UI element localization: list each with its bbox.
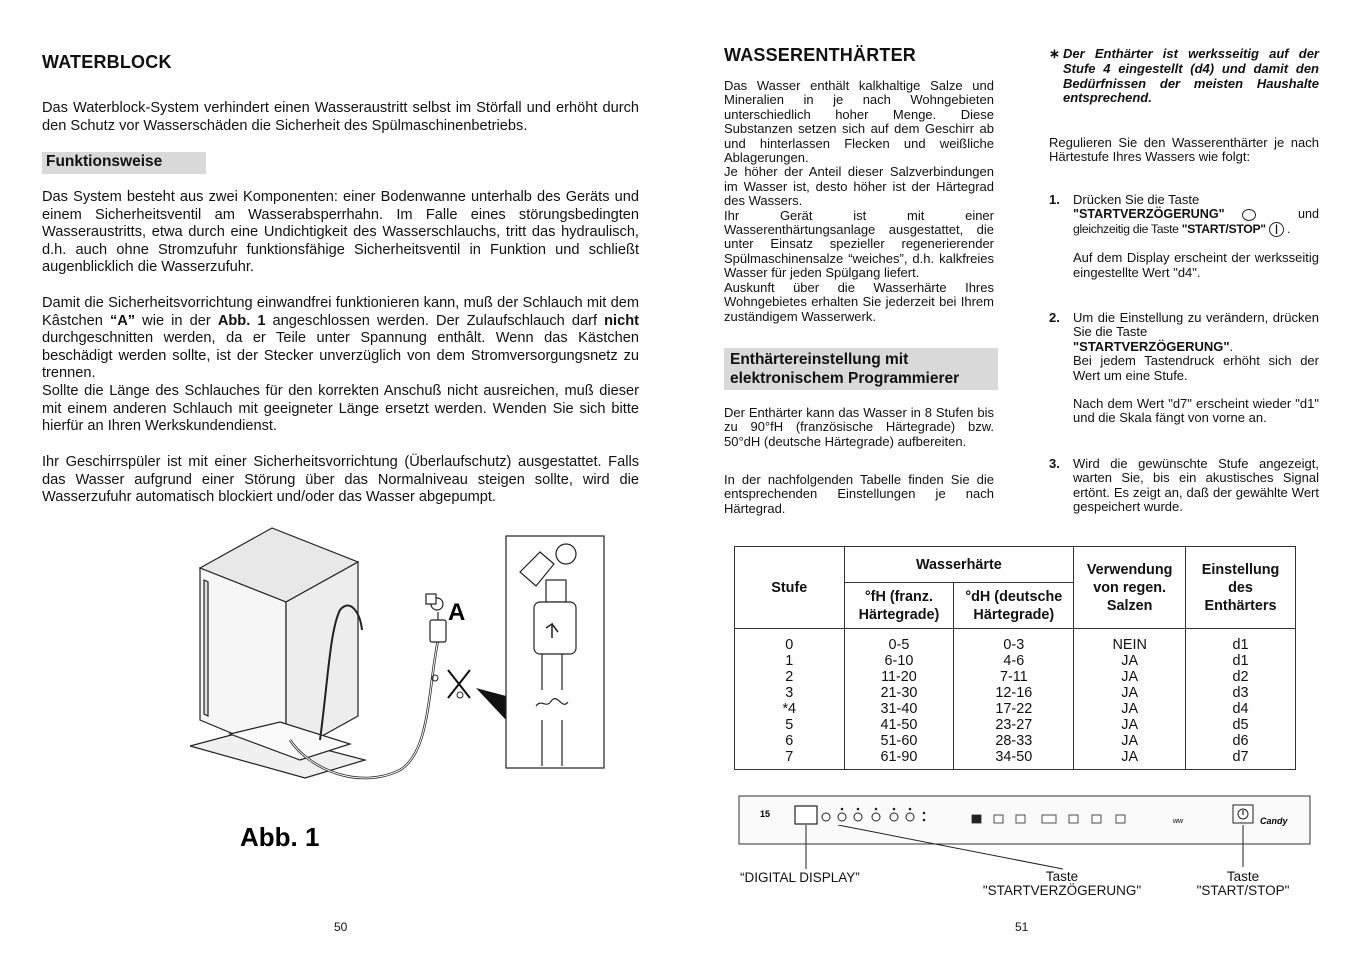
step-1-text-d: gleichzeitig die Taste [1073, 221, 1179, 236]
col-salz [1074, 629, 1186, 770]
waterblock-para1: Das System besteht aus zwei Komponenten: einer Bodenwanne unterhalb des Geräts und einem Sicherheitsventil am Wasserabsperrhahn. Im Falle eines störungsbedingten Wasseraustritts, etwa durch eine Undichtigkeit des Wasserschlauchs, tritt das hydraulisch, d.h. auch ohne Stromzufuhr funktionsfähige Sicherheitsventil in Funktion und schließt augenblicklich die Wasserzufuhr. [42, 189, 639, 276]
einst-value: d3 [1232, 685, 1249, 701]
einst-value: d1 [1232, 637, 1249, 653]
salz-value: JA [1121, 717, 1139, 733]
header-wasserhaerte: Wasserhärte [844, 547, 1074, 583]
salz-value: JA [1121, 669, 1139, 685]
wasserenthaerter-title: WASSERENTHÄRTER [724, 45, 917, 65]
fh-value: 21-30 [880, 685, 918, 701]
page-number-left: 50 [334, 920, 348, 934]
wasserenthaerter-intro [724, 79, 994, 324]
header-einstellung: Einstellung des Enthärters [1186, 547, 1296, 629]
delay-icon [1242, 209, 1256, 221]
stufe-value: 5 [785, 717, 794, 733]
para2-nicht: nicht [604, 312, 640, 329]
stufe-value: 7 [785, 749, 794, 765]
subheading-line2: elektronischem Programmierer [730, 370, 960, 387]
step-2-number: 2. [1049, 310, 1060, 325]
einst-value: d2 [1232, 669, 1249, 685]
enthaerter-para2: Je höher der Anteil dieser Salzverbindungen im Wasser ist, desto höher ist der Härtegrad des Wassers. [724, 164, 994, 209]
fh-value: 31-40 [880, 701, 918, 717]
page-number-right: 51 [1015, 920, 1029, 934]
para2-ref-abb: Abb. 1 [217, 312, 266, 329]
enthaerter-para3: Ihr Gerät ist mit einer Wasserenthärtungsanlage ausgestattet, die unter Einsatz spezieller regenerierender Spülmaschinensalze “weiches”, d.h. kalkfreies Wasser für jeden Spülgang liefert. [724, 207, 994, 281]
stufe-value: 1 [785, 653, 794, 669]
callout-lines [738, 825, 1312, 875]
note-text: Der Enthärter ist werksseitig auf der Stufe 4 eingestellt (d4) und damit den Bedürfnissen der meisten Haushalte entsprechend. [1063, 46, 1319, 106]
funktionsweise-heading: Funktionsweise [42, 152, 206, 174]
step-2-startverzoegerung: "STARTVERZÖGERUNG" [1073, 338, 1230, 354]
salz-value: JA [1121, 701, 1139, 717]
water-hardness-table [734, 546, 1296, 770]
step-2: 2. Um die Einstellung zu verändern, drücken Sie die Taste "STARTVERZÖGERUNG". Bei jedem Tastendruck erhöht sich der Wert um eine Stufe. Nach dem Wert "d7" erscheint wieder "d1" und die Skala fängt von vorne an. [1049, 310, 1319, 426]
enthaertereinstellung-heading [724, 348, 998, 390]
fh-value: 51-60 [880, 733, 918, 749]
fh-value: 6-10 [884, 653, 914, 669]
figure-label-a: A [448, 599, 466, 626]
para2-text-a: Damit die Sicherheitsvorrichtung einwandfrei funktionieren kann, muß der Schlauch mit dem Kâstchen [42, 295, 639, 329]
salz-value: JA [1121, 685, 1139, 701]
salz-value: JA [1121, 653, 1139, 669]
step-1: 1. Drücken Sie die Taste "STARTVERZÖGERUNG" und gleichzeitig die Taste "START/STOP" | . Auf dem Display erscheint der werksseitig eingestellte Wert "d4". [1049, 192, 1319, 280]
salz-value: NEIN [1112, 637, 1147, 653]
dh-value: 4-6 [1003, 653, 1025, 669]
stufe-value: 2 [785, 669, 794, 685]
subheading-line1: Enthärtereinstellung mit [730, 351, 909, 368]
salz-value: JA [1121, 749, 1139, 765]
waterblock-title: WATERBLOCK [42, 52, 172, 72]
stufe-value: 0 [785, 637, 794, 653]
note-star: ∗ [1049, 46, 1060, 61]
abb1-illustration [190, 520, 610, 850]
enthaerter-para1: Das Wasser enthält kalkhaltige Salze und Mineralien in je nach Wohngebieten unterschiedlich hoher Menge. Diese Substanzen setzen sich auf dem Geschirr ab und hinterlassen Flecken und weißliche Ablagerungen. [724, 78, 994, 166]
einst-value: d6 [1232, 733, 1249, 749]
para2-text-c: angeschlossen werden. Der Zulaufschlauch darf [265, 312, 605, 329]
fh-value: 11-20 [881, 669, 917, 685]
col-fh [844, 629, 954, 770]
step-1-startstop: "START/STOP" [1181, 221, 1266, 236]
dh-value: 12-16 [995, 685, 1033, 701]
digital-display [795, 806, 817, 824]
step-2-text-d: Nach dem Wert "d7" erscheint wieder "d1" und die Skala fängt von vorne an. [1073, 396, 1319, 426]
label-startstop-line2: "START/STOP" [1196, 883, 1290, 898]
waterblock-para3: Ihr Geschirrspüler ist mit einer Sicherheitsvorrichtung (Überlaufschutz) ausgestattet. Falls das Wasser aufgrund einer Störung über das Normalniveau steigen sollte, wird die Wasserzufuhr automatisch blockiert und/oder das Wasser abgepumpt. [42, 454, 639, 506]
brand-logo: Candy [1260, 816, 1288, 826]
col-dh [954, 629, 1074, 770]
dh-value: 23-27 [995, 717, 1033, 733]
factory-setting-note [1049, 47, 1319, 106]
label-start-stop [1193, 870, 1293, 898]
stufe-value: *4 [782, 701, 797, 717]
label-startverzoegerung [982, 870, 1142, 898]
einst-value: d1 [1232, 653, 1249, 669]
dh-value: 7-11 [999, 669, 1028, 685]
step-3 [1049, 457, 1319, 515]
stufe-value: 3 [785, 685, 794, 701]
header-fh: °fH (franz. Härtegrade) [844, 583, 954, 629]
col-stufe [735, 629, 845, 770]
step-3-text: Wird die gewünschte Stufe angezeigt, warten Sie, bis ein akustisches Signal ertönt. Es zeigt an, daß der gewählte Wert gespeichert wurde. [1073, 456, 1319, 515]
label-delay-line2: "STARTVERZÖGERUNG" [982, 883, 1142, 898]
einst-value: d5 [1232, 717, 1249, 733]
step-1-text-f: Auf dem Display erscheint der werksseitig eingestellte Wert "d4". [1073, 250, 1319, 280]
header-dh: °dH (deutsche Härtegrade) [954, 583, 1074, 629]
col-einstellung [1186, 629, 1296, 770]
waterblock-intro: Das Waterblock-System verhindert einen Wasseraustritt selbst im Störfall und erhöht durch den Schutz vor Wasserschäden die Sicherheit des Spülmaschinenbetriebs. [42, 100, 639, 134]
waterblock-para2 [42, 295, 639, 436]
step-1-number: 1. [1049, 192, 1060, 207]
header-stufe: Stufe [735, 547, 845, 629]
step-3-number: 3. [1049, 456, 1060, 471]
para2-ref-a: “A” [109, 312, 136, 329]
enthaerter-para6: In der nachfolgenden Tabelle finden Sie die entsprechenden Einstellungen je nach Härtegrad. [724, 472, 994, 516]
dh-value: 0-3 [1003, 637, 1025, 653]
einst-value: d7 [1232, 749, 1249, 765]
figure-caption: Abb. 1 [240, 822, 320, 850]
label-startstop-line1: Taste [1226, 869, 1260, 884]
dh-value: 17-22 [995, 701, 1033, 717]
label-delay-line1: Taste [1045, 869, 1079, 884]
svg-text:ᴡᴡ: ᴡᴡ [1173, 818, 1184, 825]
fh-value: 0-5 [888, 637, 910, 653]
para2-text-d: durchgeschnitten werden, da er Teile unter Spannung enthâlt. Wenn das Kästchen beschädigt werden sollte, ist der Stecker unverzüglich von dem Stromversorgungsnetz zu trennen. [42, 330, 639, 382]
fh-value: 61-90 [880, 749, 918, 765]
header-salz: Verwendung von regen. Salzen [1074, 547, 1186, 629]
step-1-text-a: Drücken Sie die Taste [1073, 192, 1200, 207]
einst-value: d4 [1232, 701, 1249, 717]
enthaerter-para5: Der Enthärter kann das Wasser in 8 Stufen bis zu 90°fH (französische Härtegrade) bzw. 50°dH (deutsche Härtegrade) aufbereiten. [724, 405, 994, 449]
step-1-und: und [1297, 207, 1319, 222]
enthaerter-para4: Auskunft über die Wasserhärte Ihres Wohngebietes erhalten Sie jederzeit bei Ihrem zuständigem Wasserwerk. [724, 279, 994, 324]
step-2-text-c: Bei jedem Tastendruck erhöht sich der Wert um eine Stufe. [1073, 353, 1319, 383]
dh-value: 28-33 [995, 733, 1033, 749]
fh-value: 41-50 [880, 717, 918, 733]
dh-value: 34-50 [995, 749, 1033, 765]
step-1-startverzoegerung: "STARTVERZÖGERUNG" [1073, 207, 1225, 222]
step-2-text-a: Um die Einstellung zu verändern, drücken Sie die Taste [1073, 310, 1319, 340]
svg-text:15: 15 [760, 809, 771, 819]
power-icon: | [1269, 222, 1284, 237]
stufe-value: 6 [785, 733, 794, 749]
para2-text-e: Sollte die Länge des Schlauches für den korrekten Anschuß nicht ausreichen, muß dieser mit einem anderen Schlauch mit geeigneter Länge ersetzt werden. Wenden Sie sich bitte hierfür an Ihren Werkskundendienst. [42, 382, 639, 435]
salz-value: JA [1121, 733, 1139, 749]
label-digital-display: “DIGITAL DISPLAY” [740, 870, 860, 885]
regulieren-intro: Regulieren Sie den Wasserenthärter je nach Härtestufe Ihres Wassers wie folgt: [1049, 135, 1319, 165]
para2-text-b: wie in der [135, 312, 218, 329]
